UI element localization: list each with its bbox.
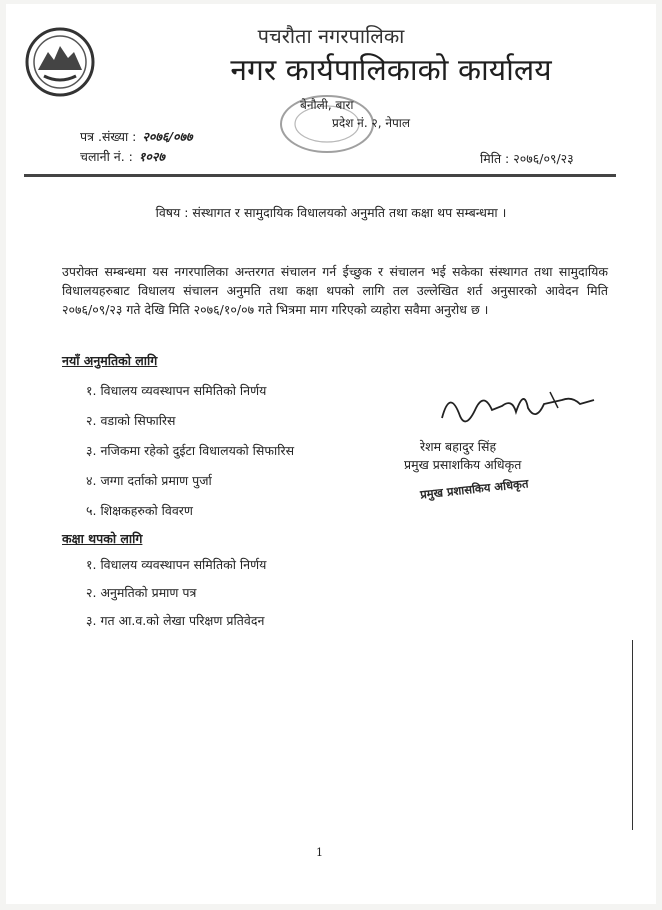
- signer-title: प्रमुख प्रसाशकिय अधिकृत: [404, 457, 522, 472]
- list-item: ३. गत आ.व.को लेखा परिक्षण प्रतिवेदन: [86, 613, 265, 628]
- list-item: १. विधालय व्यवस्थापन समितिको निर्णय: [86, 383, 267, 398]
- page-number: 1: [316, 846, 323, 859]
- section-new-heading: नयाँ अनुमतिको लागि: [62, 353, 158, 368]
- list-item: ४. जग्गा दर्ताको प्रमाण पुर्जा: [86, 473, 212, 488]
- patra-sankhya: [80, 128, 192, 145]
- letter-date: मिति : २०७६/०९/२३: [480, 151, 574, 166]
- list-item: २. वडाको सिफारिस: [86, 413, 176, 428]
- signer-name: रेशम बहादुर सिंह: [420, 439, 497, 454]
- list-item: ५. शिक्षकहरुको विवरण: [86, 503, 193, 518]
- section-class-heading: कक्षा थपको लागि: [62, 531, 143, 546]
- designation-stamp: प्रमुख प्रशासकिय अधिकृत: [419, 476, 530, 502]
- list-item: १. विधालय व्यवस्थापन समितिको निर्णय: [86, 557, 267, 572]
- header-divider: [24, 174, 616, 177]
- margin-line: [632, 640, 633, 830]
- chalani-value: १०२७: [138, 149, 165, 164]
- body-paragraph: उपरोक्त सम्बन्धमा यस नगरपालिका अन्तरगत संचालन गर्न ईच्छुक र संचालन भई सकेका संस्थागत तथा सामुदायिक विधालयहरुबाट विधालय संचालन अनुमति तथा कक्षा थपको लागि तल उल्लेखित शर्त अनुसारको आवेदन मिति २०७६/०९/२३ गते देखि मिति २०७६/१०/०७ गते भित्रमा माग गरिएको व्यहोरा सवैमा अनुरोध छ ।: [62, 264, 608, 317]
- subject-line: विषय : संस्थागत र सामुदायिक विधालयको अनुमति तथा कक्षा थप सम्बन्धमा ।: [155, 205, 507, 220]
- address-line-2: प्रदेश नं. २, नेपाल: [332, 116, 411, 130]
- list-item: ३. नजिकमा रहेको दुईटा विधालयको सिफारिस: [86, 443, 295, 458]
- office-name: नगर कार्यपालिकाको कार्यालय: [230, 53, 552, 88]
- list-item: २. अनुमतिको प्रमाण पत्र: [86, 585, 197, 600]
- municipality-name: पचरौता नगरपालिका: [257, 24, 405, 48]
- handwritten-signature: [432, 378, 602, 438]
- chalani-number: [80, 148, 165, 165]
- address-line-1: बेनौली, बारा: [300, 98, 354, 112]
- patra-label: पत्र .संख्या :: [80, 129, 137, 144]
- chalani-label: चलानी नं. :: [80, 149, 133, 164]
- patra-value: २०७६/०७७: [142, 129, 193, 144]
